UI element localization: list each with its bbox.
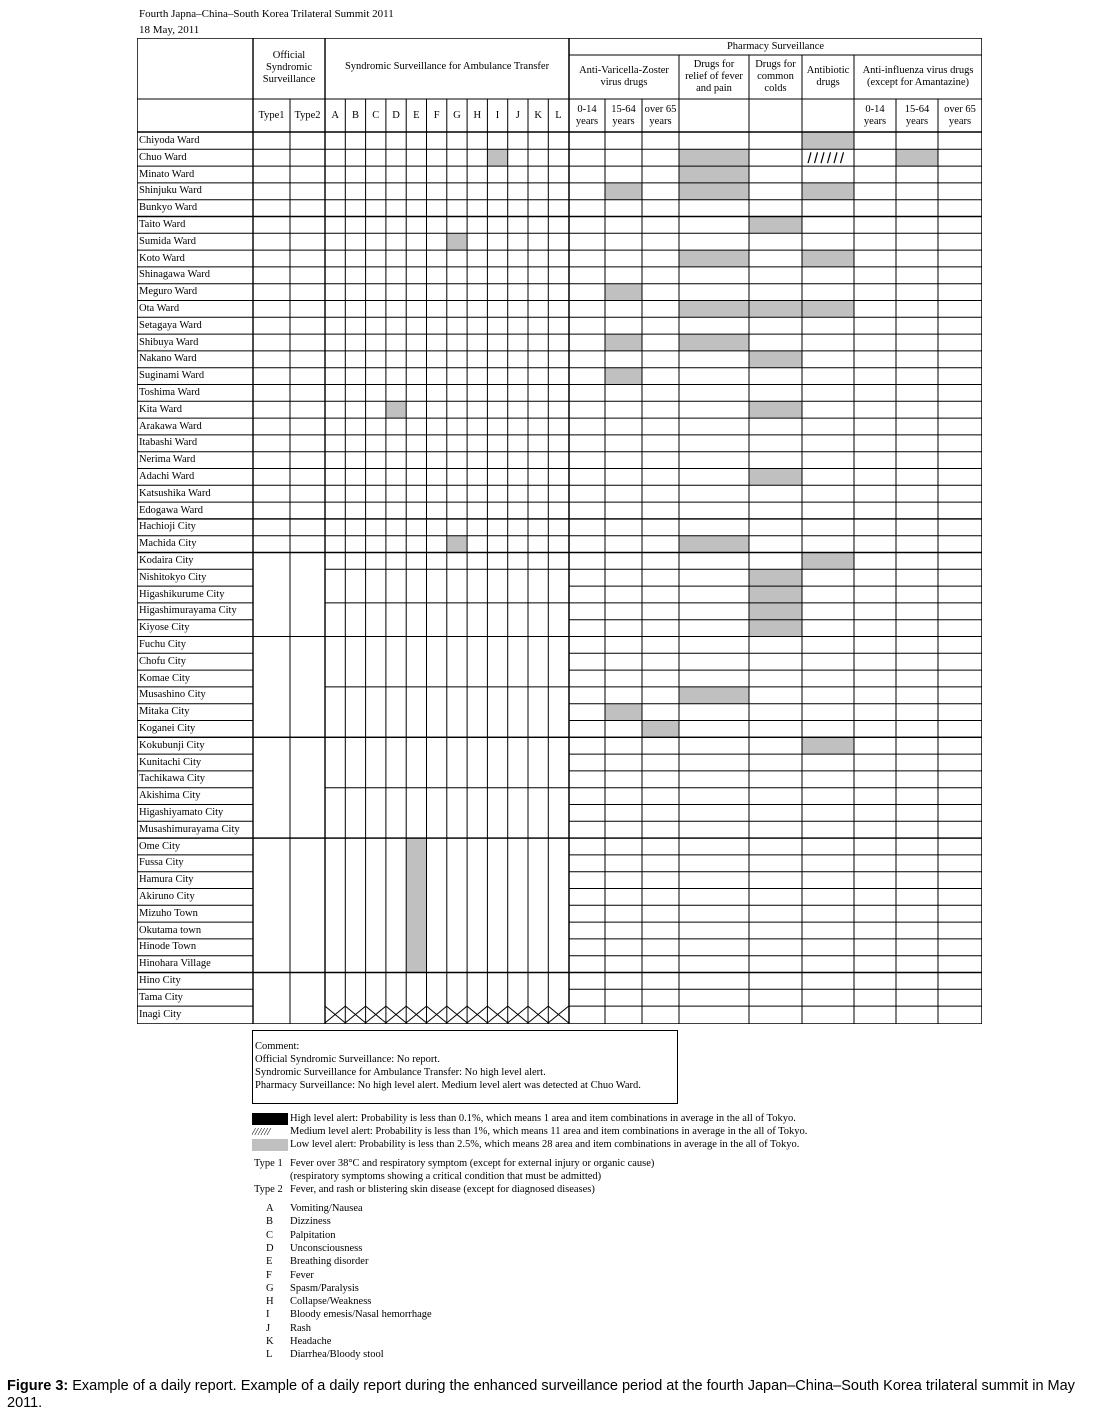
ward-name: Minato Ward xyxy=(139,168,195,180)
ward-name: Meguro Ward xyxy=(139,286,198,298)
ward-name: Shinagawa Ward xyxy=(139,269,210,281)
symptom-text: Headache xyxy=(290,1336,332,1347)
ward-name: Kokubunji City xyxy=(139,739,205,751)
ward-name: Suginami Ward xyxy=(139,370,205,382)
ward-name: Adachi Ward xyxy=(139,471,195,482)
low-alert-cell xyxy=(679,183,749,200)
ward-name: Akiruno City xyxy=(139,891,195,902)
fever-drugs-header: Drugs for relief of fever and pain xyxy=(685,59,743,94)
varicella-age-header: over 65 years xyxy=(644,103,677,127)
low-alert-cell xyxy=(605,183,642,200)
low-alert-cell xyxy=(749,351,802,368)
ward-name: Higashiyamato City xyxy=(139,807,224,818)
low-alert-cell xyxy=(386,401,406,418)
ward-name: Tachikawa City xyxy=(139,773,206,785)
ward-name: Nakano Ward xyxy=(139,353,197,365)
type-definition xyxy=(254,1183,595,1196)
symptom-key: B xyxy=(266,1216,274,1228)
ward-name: Taito Ward xyxy=(139,219,186,230)
symptom-text: Unconsciousness xyxy=(290,1242,363,1254)
varicella-age-header: 0-14 years xyxy=(575,103,599,127)
ward-name: Katsushika Ward xyxy=(139,487,211,499)
ward-name: Koganei City xyxy=(139,723,196,734)
ward-name: Mizuho Town xyxy=(139,907,198,919)
comment-title: Comment: xyxy=(255,1041,300,1052)
low-alert-cell xyxy=(749,469,802,486)
legend-low-text: Low level alert: Probability is less than 2.5%, which means 28 area and item combinations in average in the all of Tokyo. xyxy=(290,1139,800,1150)
low-alert-cell xyxy=(802,250,854,267)
type-key: Type 1 xyxy=(254,1158,283,1169)
influenza-age-header: over 65 years xyxy=(944,103,976,127)
type1-header: Type1 xyxy=(258,109,285,121)
symptom-definition xyxy=(266,1242,362,1255)
symptom-definition xyxy=(266,1215,331,1228)
symptom-column-header: D xyxy=(392,109,400,121)
symptom-key: J xyxy=(266,1322,271,1334)
ward-name: Kita Ward xyxy=(139,403,182,415)
symptom-definition xyxy=(266,1229,336,1242)
ward-name: Mitaka City xyxy=(139,706,190,718)
ward-name: Setagaya Ward xyxy=(139,319,202,331)
ward-name: Nishitokyo City xyxy=(139,571,207,583)
ward-name: Chofu City xyxy=(139,655,186,667)
ward-name: Akishima City xyxy=(139,790,201,802)
symptom-definition xyxy=(266,1202,363,1215)
symptom-definition xyxy=(266,1322,311,1335)
figure-caption xyxy=(7,1378,1112,1412)
low-alert-cell xyxy=(605,284,642,301)
medium-alert-swatch: ////// xyxy=(252,1126,271,1138)
symptom-column-header: C xyxy=(372,109,380,121)
ward-name: Komae City xyxy=(139,672,191,684)
symptom-text: Diarrhea/Bloody stool xyxy=(290,1349,384,1361)
type-text: (respiratory symptoms showing a critical condition that must be admitted) xyxy=(290,1171,602,1182)
symptom-key: I xyxy=(266,1309,270,1321)
symptom-key: E xyxy=(266,1256,273,1268)
ward-name: Edogawa Ward xyxy=(139,504,203,516)
symptom-text: Spasm/Paralysis xyxy=(290,1282,359,1294)
low-alert-cell xyxy=(447,233,467,250)
symptom-column-header: E xyxy=(413,109,420,121)
symptom-text: Bloody emesis/Nasal hemorrhage xyxy=(290,1309,432,1321)
ward-name: Ome City xyxy=(139,840,181,852)
symptom-key: G xyxy=(266,1282,274,1294)
low-alert-cell xyxy=(605,334,642,351)
low-alert-cell xyxy=(679,149,749,166)
symptom-text: Palpitation xyxy=(290,1229,336,1241)
symptom-definition xyxy=(266,1335,331,1348)
ward-name: Hinode Town xyxy=(139,941,197,953)
comment-line-pharmacy: Pharmacy Surveillance: No high level alert. Medium level alert was detected at Chuo Ward. xyxy=(255,1080,641,1091)
low-alert-cell xyxy=(642,721,679,738)
medium-alert-hatch xyxy=(821,152,824,163)
ward-name: Arakawa Ward xyxy=(139,420,202,432)
varicella-header: Anti-Varicella-Zoster virus drugs xyxy=(579,65,669,88)
symptom-key: L xyxy=(266,1349,273,1361)
ward-name: Machida City xyxy=(139,538,197,550)
symptom-column-header: I xyxy=(495,109,500,121)
daily-report-table xyxy=(137,38,982,1024)
ambulance-surveillance-header: Syndromic Surveillance for Ambulance Transfer xyxy=(344,61,550,72)
ward-name: Inagi City xyxy=(139,1008,182,1020)
medium-alert-hatch xyxy=(808,152,811,163)
ward-name: Okutama town xyxy=(139,924,202,936)
symptom-key: A xyxy=(266,1203,274,1214)
varicella-age-header: 15-64 years xyxy=(611,103,636,127)
low-alert-cell xyxy=(447,536,467,553)
symptom-definition xyxy=(266,1308,432,1321)
legend-high-text: High level alert: Probability is less than 0.1%, which means 1 area and item combinations in average in the all of Tokyo. xyxy=(290,1113,796,1124)
ward-name: Hino City xyxy=(139,975,181,986)
symptom-text: Breathing disorder xyxy=(290,1256,369,1268)
symptom-column-header: L xyxy=(555,109,562,121)
ward-name: Kodaira City xyxy=(139,555,194,566)
ward-name: Tama City xyxy=(139,991,183,1003)
type-text: Fever, and rash or blistering skin disease (except for diagnosed diseases) xyxy=(290,1184,595,1195)
type-text: Fever over 38°C and respiratory symptom (except for external injury or organic cause) xyxy=(290,1158,655,1169)
symptom-text: Collapse/Weakness xyxy=(290,1296,372,1308)
pharmacy-surveillance-header: Pharmacy Surveillance xyxy=(726,40,825,52)
low-alert-cell xyxy=(802,183,854,200)
low-alert-cell xyxy=(406,838,426,972)
comment-line-official: Official Syndromic Surveillance: No report. xyxy=(255,1054,440,1065)
symptom-key: K xyxy=(266,1336,274,1347)
legend-high xyxy=(252,1113,852,1125)
ward-name: Itabashi Ward xyxy=(139,437,198,449)
low-alert-cell xyxy=(802,133,854,150)
ward-name: Musashimurayama City xyxy=(139,823,240,835)
ward-name: Kunitachi City xyxy=(139,756,202,768)
legend-low xyxy=(252,1139,852,1151)
comment-box xyxy=(252,1030,678,1104)
ward-name: Higashimurayama City xyxy=(139,605,237,617)
low-alert-cell xyxy=(605,704,642,721)
low-alert-cell xyxy=(749,217,802,234)
low-alert-cell xyxy=(679,301,749,318)
ward-name: Shinjuku Ward xyxy=(139,185,202,197)
symptom-definition xyxy=(266,1295,371,1308)
ward-name: Nerima Ward xyxy=(139,454,196,466)
ward-name: Kiyose City xyxy=(139,622,190,634)
influenza-age-header: 0-14 years xyxy=(863,103,887,127)
medium-alert-hatch xyxy=(815,152,818,163)
symptom-text: Fever xyxy=(290,1269,314,1281)
symptom-definition xyxy=(266,1282,359,1295)
caption-text: Example of a daily report. Example of a daily report during the enhanced surveillance period at the fourth Japan–China–South Korea trilateral summit in May 2011. xyxy=(7,1378,1075,1411)
comment-line-ambulance: Syndromic Surveillance for Ambulance Transfer: No high level alert. xyxy=(255,1067,546,1078)
type-key: Type 2 xyxy=(254,1184,283,1195)
type-definition xyxy=(254,1170,601,1183)
low-alert-cell xyxy=(605,368,642,385)
low-alert-cell xyxy=(896,149,938,166)
ward-name: Chiyoda Ward xyxy=(139,135,200,146)
influenza-header: Anti-influenza virus drugs (except for Amantazine) xyxy=(862,65,974,88)
medium-alert-hatch xyxy=(828,152,831,163)
cold-drugs-header: Drugs for common colds xyxy=(755,59,796,94)
low-alert-cell xyxy=(802,301,854,318)
symptom-column-header: F xyxy=(433,109,440,121)
ward-name: Musashino City xyxy=(139,689,206,701)
ward-name: Fussa City xyxy=(139,857,184,869)
ward-name: Ota Ward xyxy=(139,303,180,314)
low-alert-cell xyxy=(749,401,802,418)
symptom-text: Vomiting/Nausea xyxy=(290,1203,363,1214)
low-alert-cell xyxy=(679,334,749,351)
symptom-key: H xyxy=(266,1296,274,1308)
symptom-key: C xyxy=(266,1229,274,1241)
type2-header: Type2 xyxy=(294,109,321,121)
symptom-text: Rash xyxy=(290,1322,311,1334)
ward-name: Sumida Ward xyxy=(139,235,196,247)
ward-name: Higashikurume City xyxy=(139,588,225,600)
low-alert-cell xyxy=(487,149,507,166)
type-definition xyxy=(254,1157,654,1170)
symptom-definition xyxy=(266,1269,314,1282)
ward-name: Chuo Ward xyxy=(139,151,187,163)
low-alert-swatch xyxy=(252,1139,288,1151)
symptom-column-header: J xyxy=(515,109,520,121)
low-alert-cell xyxy=(679,536,749,553)
caption-label: Figure 3: xyxy=(7,1378,69,1394)
symptom-column-header: A xyxy=(331,109,339,121)
legend-medium-text: Medium level alert: Probability is less than 1%, which means 11 area and item combinations in average in the all of Tokyo. xyxy=(290,1126,808,1137)
low-alert-cell xyxy=(749,301,802,318)
symptom-column-header: K xyxy=(534,109,542,121)
antibiotic-header: Antibiotic drugs xyxy=(806,65,850,88)
symptom-column-header: B xyxy=(351,109,359,121)
low-alert-cell xyxy=(679,166,749,183)
ward-name: Bunkyo Ward xyxy=(139,202,198,214)
symptom-text: Dizziness xyxy=(290,1216,331,1228)
ward-name: Toshima Ward xyxy=(139,387,200,398)
symptom-definition xyxy=(266,1255,368,1268)
ward-name: Hinohara Village xyxy=(139,958,211,970)
symptom-column-header: G xyxy=(453,109,461,121)
symptom-definition xyxy=(266,1348,384,1361)
symptom-key: D xyxy=(266,1242,274,1254)
medium-alert-hatch xyxy=(841,152,844,163)
low-alert-cell xyxy=(679,687,749,704)
ward-name: Koto Ward xyxy=(139,252,185,264)
ward-name: Fuchu City xyxy=(139,639,186,650)
event-title: Fourth Japna–China–South Korea Trilateral Summit 2011 xyxy=(139,8,394,20)
legend-medium xyxy=(252,1126,852,1138)
ward-name: Hamura City xyxy=(139,874,194,886)
official-surveillance-header: Official Syndromic Surveillance xyxy=(262,50,316,85)
medium-alert-hatch xyxy=(834,152,837,163)
low-alert-cell xyxy=(802,553,854,570)
high-alert-swatch xyxy=(252,1113,288,1125)
low-alert-cell xyxy=(679,250,749,267)
report-date: 18 May, 2011 xyxy=(139,24,200,36)
symptom-key: F xyxy=(266,1269,272,1281)
influenza-age-header: 15-64 years xyxy=(904,103,930,127)
table-grid xyxy=(137,38,982,1024)
ward-name: Shibuya Ward xyxy=(139,336,199,348)
symptom-column-header: H xyxy=(473,109,482,121)
low-alert-cell xyxy=(802,737,854,754)
ward-name: Hachioji City xyxy=(139,521,196,533)
